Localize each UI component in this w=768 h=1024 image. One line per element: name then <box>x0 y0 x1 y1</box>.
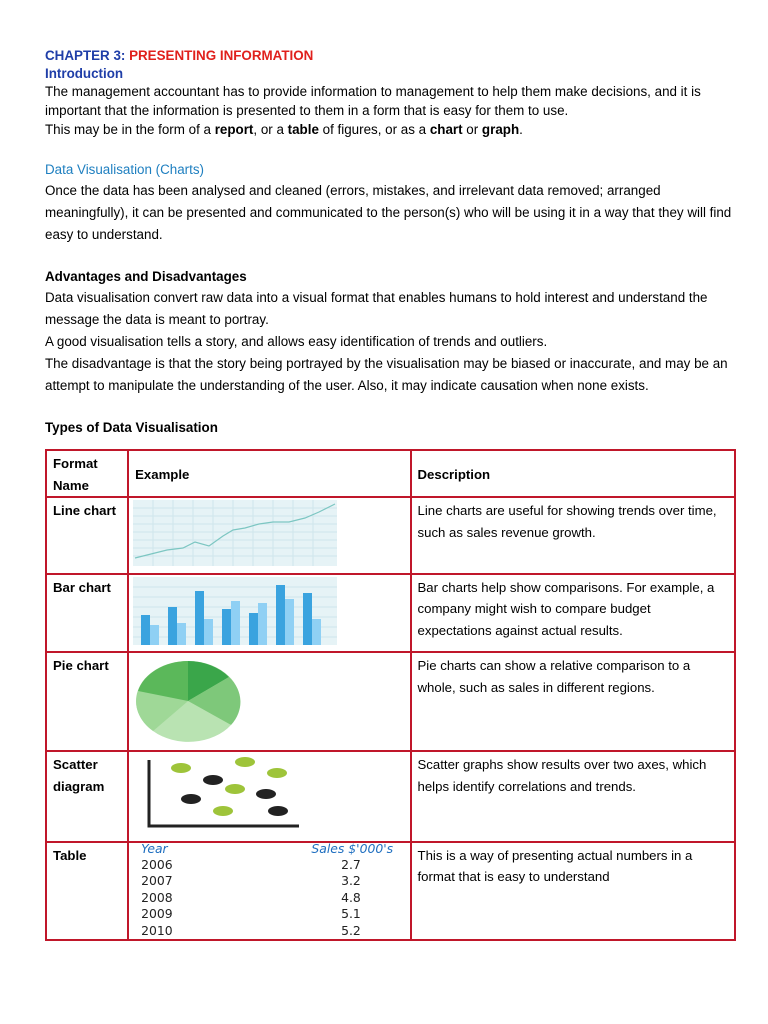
scatter-point <box>256 789 276 799</box>
row-description: Bar charts help show comparisons. For example, a company might wish to compare budget expectations against actual results. <box>411 574 735 653</box>
introduction-heading: Introduction <box>45 66 124 81</box>
scatter-point <box>203 775 223 785</box>
chapter-name: PRESENTING INFORMATION <box>129 48 314 63</box>
bar <box>222 609 231 645</box>
sales-row: 2009 5.1 <box>141 906 361 922</box>
col-description: Description <box>411 450 735 497</box>
sales-col-sales: Sales $'000's <box>311 840 394 856</box>
bar <box>285 599 294 645</box>
row-name: Pie chart <box>46 652 128 751</box>
advantages-heading: Advantages and Disadvantages <box>45 269 247 285</box>
table-example <box>128 842 410 941</box>
bar <box>249 613 258 645</box>
chapter-prefix: CHAPTER 3: <box>45 48 130 63</box>
bar <box>150 625 159 645</box>
bar <box>195 591 204 645</box>
sales-row: 2008 4.8 <box>141 889 361 905</box>
sales-row: 2007 3.2 <box>141 873 361 889</box>
table-row <box>46 842 735 941</box>
bar <box>312 619 321 645</box>
sales-table <box>133 841 395 940</box>
row-name: Scatter diagram <box>46 751 128 842</box>
scatter-point <box>235 757 255 767</box>
pie-chart-image <box>133 655 243 743</box>
row-name: Line chart <box>46 497 128 574</box>
scatter-point <box>225 784 245 794</box>
row-name: Table <box>46 842 128 941</box>
scatter-point <box>171 763 191 773</box>
table-row <box>46 652 735 751</box>
row-description: Line charts are useful for showing trends over time, such as sales revenue growth. <box>411 497 735 574</box>
advantages-paragraph-2: A good visualisation tells a story, and allows easy identification of trends and outliers. <box>45 333 548 349</box>
table-row <box>46 574 735 653</box>
bar <box>258 603 267 645</box>
introduction-paragraph-2: This may be in the form of a report, or a table of figures, or as a chart or graph. <box>45 122 523 137</box>
row-description: This is a way of presenting actual numbers in a format that is easy to understand <box>411 842 735 941</box>
chapter-title <box>45 47 735 65</box>
sales-row: 2006 2.7 <box>141 856 361 872</box>
bar-chart-example <box>128 574 410 653</box>
scatter-example <box>128 751 410 842</box>
scatter-diagram-image <box>133 754 303 834</box>
bar <box>276 585 285 645</box>
introduction-paragraph-1: The management accountant has to provide information to management to help them make decisions, and it is important that the information is presented to them in a form that is easy for them to use. <box>45 84 701 118</box>
bar <box>303 593 312 645</box>
scatter-point <box>267 768 287 778</box>
bar <box>141 615 150 645</box>
document-page <box>45 47 735 438</box>
scatter-point <box>181 794 201 804</box>
bar <box>168 607 177 645</box>
bar <box>204 619 213 645</box>
row-description: Pie charts can show a relative comparison to a whole, such as sales in different regions. <box>411 652 735 751</box>
table-row <box>46 497 735 574</box>
bar <box>177 623 186 645</box>
advantages-paragraph-1: Data visualisation convert raw data into a visual format that enables humans to hold interest and understand the message the data is meant to portray. <box>45 290 708 328</box>
data-visualisation-paragraph: Once the data has been analysed and cleaned (errors, mistakes, and irrelevant data removed; arranged meaningfully), it can be presented and communicated to the person(s) who will be using it in a way that they will find easy to understand. <box>45 183 732 242</box>
pie-chart-example <box>128 652 410 751</box>
types-heading: Types of Data Visualisation <box>45 420 218 436</box>
col-format-name: Format Name <box>46 450 128 497</box>
row-name: Bar chart <box>46 574 128 653</box>
col-example: Example <box>128 450 410 497</box>
bar <box>231 601 240 645</box>
scatter-point <box>268 806 288 816</box>
table-row <box>46 751 735 842</box>
bar-chart-image <box>133 577 337 645</box>
advantages-paragraph-3: The disadvantage is that the story being portrayed by the visualisation may be biased or inaccurate, and may be an attempt to manipulate the understanding of the user. Also, it may indicate causation when none exists. <box>45 355 728 393</box>
line-chart-image <box>133 500 337 566</box>
scatter-point <box>213 806 233 816</box>
types-table <box>45 449 736 941</box>
row-description: Scatter graphs show results over two axes, which helps identify correlations and trends. <box>411 751 735 842</box>
data-visualisation-heading: Data Visualisation (Charts) <box>45 162 205 177</box>
sales-col-year: Year <box>141 840 168 856</box>
line-chart-example <box>128 497 410 574</box>
sales-row: 2010 5.2 <box>141 922 361 938</box>
